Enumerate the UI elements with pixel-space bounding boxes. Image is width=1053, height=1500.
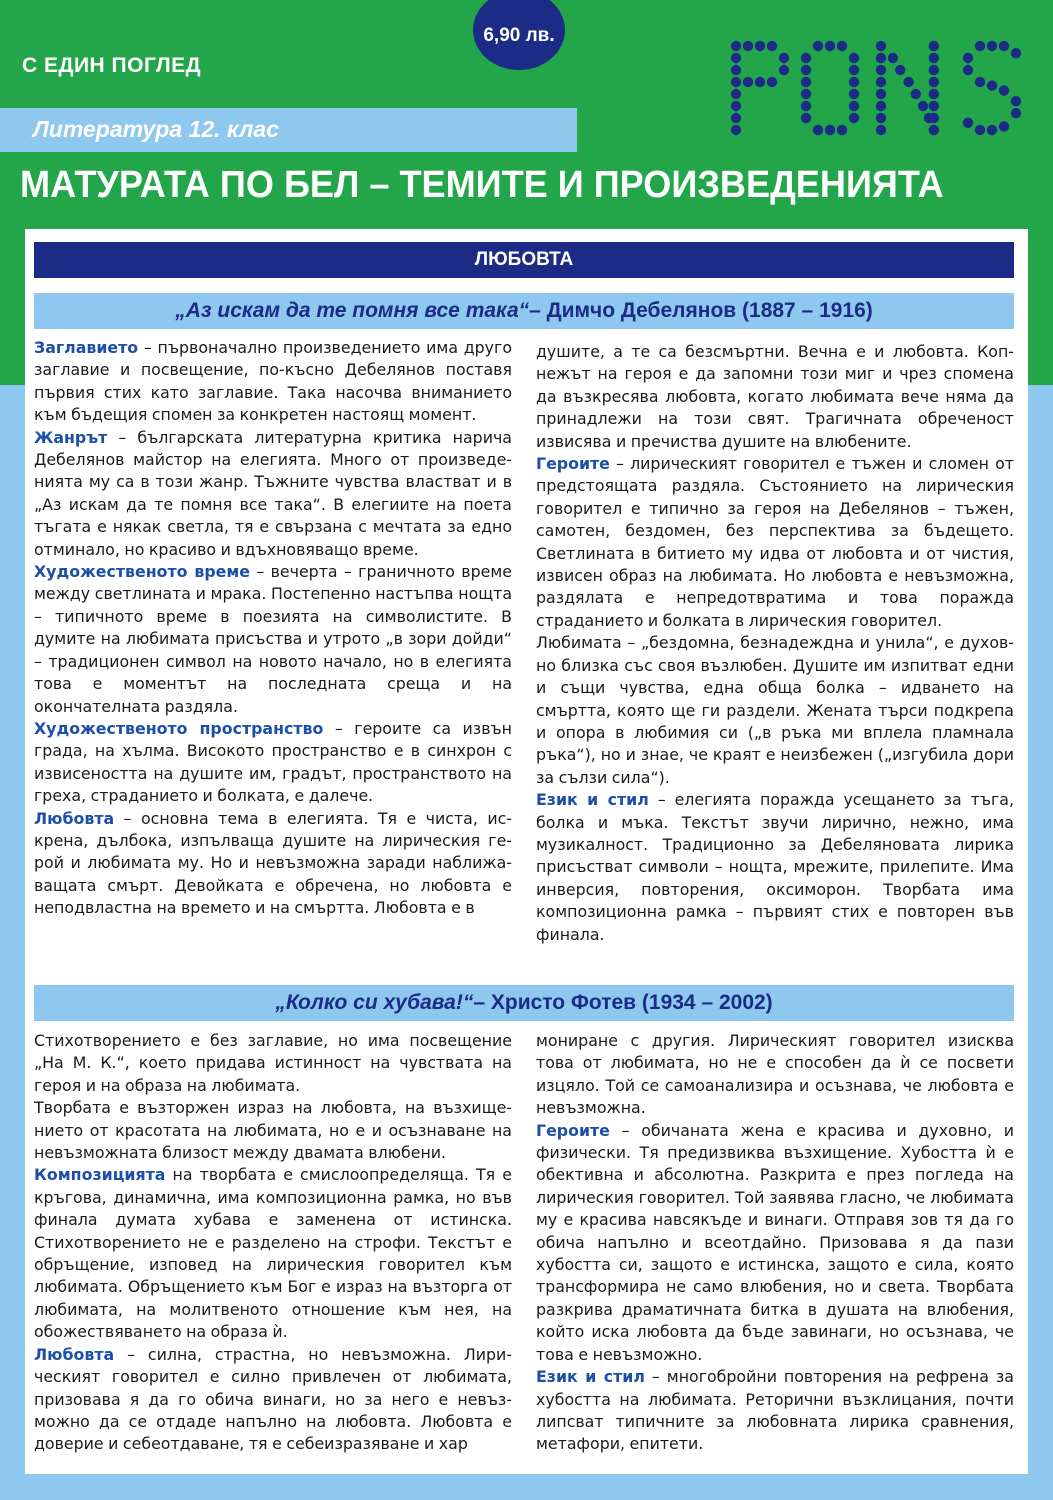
paragraph-text: – основна тема в елегията. Тя е чиста, искрена, дълбока, изпълваща душите на лирическия герой и любимата му. Но и невъзможна заради наближаващата смърт. Девойката е обречена, но любовта е неподвластна на времето и на смъртта. Любовта е в: [34, 808, 512, 918]
logo-dot: [731, 41, 741, 51]
logo-dot: [801, 89, 811, 99]
work1-heading: [34, 293, 1014, 329]
logo-dot: [876, 53, 886, 63]
work2-title: „Колко си хубава!“: [275, 991, 474, 1014]
logo-dot: [876, 113, 886, 123]
paragraph: [34, 718, 512, 808]
logo-dot: [987, 125, 997, 135]
logo-dot: [929, 101, 939, 111]
logo-dot: [731, 113, 741, 123]
logo-dot: [929, 41, 939, 51]
work2-left-column: [34, 1030, 512, 1456]
series-label: С ЕДИН ПОГЛЕД: [22, 54, 202, 77]
work2-author: – Христо Фотев (1934 – 2002): [473, 991, 773, 1014]
logo-dot: [888, 53, 898, 63]
logo-dot: [876, 101, 886, 111]
logo-dot: [929, 125, 939, 135]
logo-dot: [903, 77, 913, 87]
logo-dot: [876, 41, 886, 51]
logo-dot: [743, 41, 753, 51]
paragraph-text: – героите са извън града, на хълма. Високото пространство е в синхрон с извисеността на душите им, градът, пространството на греха, страданието и болката, е далече.: [34, 718, 512, 806]
paragraph: [34, 1164, 512, 1343]
logo-dot: [1011, 96, 1021, 106]
paragraph: [34, 1344, 512, 1456]
logo-dot: [987, 41, 997, 51]
paragraph: [34, 561, 512, 718]
logo-dot: [876, 65, 886, 75]
logo-dot: [801, 113, 811, 123]
logo-dot: [767, 41, 777, 51]
paragraph-keyword: Композицията: [34, 1165, 166, 1185]
page-title: МАТУРАТА ПО БЕЛ – ТЕМИТЕ И ПРОИЗВЕДЕНИЯТА: [20, 164, 944, 206]
logo-dot: [813, 125, 823, 135]
logo-dot: [849, 101, 859, 111]
paragraph-keyword: Художественото време: [34, 562, 250, 582]
paragraph-keyword: Героите: [536, 454, 610, 474]
paragraph-keyword: Любовта: [34, 808, 115, 828]
logo-dot: [731, 89, 741, 99]
paragraph: [536, 1120, 1014, 1366]
logo-dot: [801, 65, 811, 75]
logo-dot: [801, 77, 811, 87]
logo-dot: [876, 125, 886, 135]
logo-dot: [929, 53, 939, 63]
logo-dot: [837, 41, 847, 51]
logo-dot: [767, 77, 777, 87]
paragraph-keyword: Заглавието: [34, 338, 139, 357]
paragraph-keyword: Художественото пространство: [34, 718, 324, 738]
logo-dot: [929, 113, 939, 123]
logo-dot: [895, 65, 905, 75]
work1-author: – Димчо Дебелянов (1887 – 1916): [529, 299, 873, 322]
paragraph-text: – обичаната жена е красива и духовно, и физически. Тя предизвиква възхищение. Хубостта ѝ е обективна и абсолютна. Разкрита е през погледа на лирическия говорител. Той заявява гласно, че любимата му е красива навсякъде и винаги. Отправя зов тя да го обича напълно и всеотдайно. Призовава я да пази хубостта си, защото е истинска, защото е сила, която трансформира не само влюбения, но и света. Творбата разкрива драматичната битка в душата на влюбения, който иска любовта да бъде завинаги, но осъзнава, че това е невъзможно.: [536, 1120, 1014, 1364]
paragraph: [536, 789, 1014, 946]
logo-dot: [929, 89, 939, 99]
logo-dot: [963, 118, 973, 128]
work1-left-column: [34, 337, 512, 920]
paragraph-text: – многобройни повторения на рефрена за хубостта на любимата. Реторични възклицания, почти липсват типичните за любовната лирика сравнения, метафори, епитети.: [536, 1367, 1014, 1454]
logo-dot: [849, 77, 859, 87]
logo-dot: [743, 77, 753, 87]
paragraph-text: Творбата е възторжен израз на любовта, на възхищението от красотата на любимата, но е и осъзнаване на невъзможната близост между двамата влюбени.: [34, 1098, 512, 1163]
work1-right-column: [536, 341, 1014, 946]
paragraph-text: Любимата – „бездомна, безнадеждна и унила“, е духовно близка със своя възлюбен. Душите им изпитват едни и същи чувства, една обща болка – идването на смъртта, която ще ги раздели. Жената търси подкрепа и опора в любимия си („в ръка ми вплела пламнала ръка“), но и знае, че краят е неизбежен („изгубила дори за сълзи сила“).: [536, 633, 1014, 787]
paragraph: [34, 808, 512, 920]
paragraph: [536, 341, 1014, 453]
work2-right-column: [536, 1030, 1014, 1456]
logo-dot: [929, 77, 939, 87]
logo-dot: [963, 53, 973, 63]
paragraph: [34, 337, 512, 427]
paragraph-keyword: Език и стил: [536, 790, 649, 810]
paragraph-text: на творбата е смислоопределяща. Тя е кръгова, динамична, има композиционна рамка, но във финала думата хубава е заменена от истинска. Стихотворението не е разделено на строфи. Текстът е обръщение, изповед на лирическия говорител към любимата. Обръщението към Бог е израз на възторга от любимата, на молитвеното отношение към нея, на обожествяването на образа ѝ.: [34, 1165, 512, 1342]
logo-dot: [975, 77, 985, 87]
logo-dot: [801, 53, 811, 63]
logo-dot: [975, 125, 985, 135]
paragraph-text: – първоначално произведението има друго заглавие и посвещение, по-късно Дебелянов поставя първия стих като заглавие. Така насочва вниманието към бъдещия спомен за конкретен настоящ момент.: [34, 338, 512, 425]
subject-label: Литература 12. клас: [33, 116, 280, 142]
paragraph-keyword: Героите: [536, 1120, 610, 1140]
paragraph: [536, 1030, 1014, 1120]
theme-heading: ЛЮБОВТА: [34, 242, 1014, 278]
logo-dot: [963, 65, 973, 75]
logo-dot: [911, 89, 921, 99]
logo-dot: [918, 101, 928, 111]
logo-dot: [876, 77, 886, 87]
logo-dot: [1011, 108, 1021, 118]
logo-dot: [876, 89, 886, 99]
logo-dot: [825, 125, 835, 135]
logo-dot: [837, 125, 847, 135]
logo-dot: [1011, 48, 1021, 58]
logo-dot: [731, 65, 741, 75]
paragraph: [34, 1097, 512, 1164]
paragraph: [536, 453, 1014, 632]
logo-dot: [731, 53, 741, 63]
paragraph-text: – лирическият говорител е тъжен и сломен от предстоящата раздяла. Състоянието на лирическия говорител е типично за героя на Дебелянов – тъжен, самотен, бездомен, без перспектива за бъдещето. Светлината в битието му идва от любовта и от чистия, извисен образ на любимата. Но любовта е невъзможна, раздялата е непредотвратима и това поражда страданието и болката в лирическия говорител.: [536, 454, 1014, 630]
paragraph: [536, 632, 1014, 789]
logo-dot: [929, 65, 939, 75]
work1-title: „Аз искам да те помня все така“: [175, 299, 530, 322]
logo-dot: [825, 41, 835, 51]
paragraph-text: душите, а те са безсмъртни. Вечна е и любовта. Копнежът на героя е да запомни този миг и чрез спомена да възкресява любовта, когато любимата вече няма да принадлежи на този свят. Трагичната обреченост извисява и пречиства душите на влюбените.: [536, 342, 1014, 451]
logo-dot: [849, 113, 859, 123]
paragraph-text: – българската литературна критика нарича Дебелянов майстор на елегията. Много от произведенията му са в този жанр. Тъжните чувства властват и в „Аз искам да те помня все така“. В елегиите на поета тъгата е някак светла, тя е свързана с мечтата за едно отминало, но красиво и вдъхновяващо време.: [34, 427, 512, 559]
logo-dot: [731, 125, 741, 135]
paragraph-keyword: Жанрът: [34, 427, 108, 447]
paragraph: [34, 427, 512, 561]
logo-dot: [987, 80, 997, 90]
logo-dot: [849, 89, 859, 99]
logo-dot: [813, 41, 823, 51]
logo-dot: [755, 41, 765, 51]
logo-dot: [975, 41, 985, 51]
logo-dot: [849, 65, 859, 75]
logo-dot: [731, 101, 741, 111]
logo-dot: [801, 101, 811, 111]
paragraph-text: – силна, страстна, но невъзможна. Лирическият говорител е силно привлечен от любимата, призовава я да го обича винаги, но за него е невъзможно да се отдаде напълно на любовта. Любовта е доверие и себеотдаване, тя е себеизразяване и хар: [34, 1344, 512, 1454]
pons-logo: [728, 38, 1028, 138]
work2-heading: [34, 985, 1014, 1021]
paragraph-keyword: Език и стил: [536, 1367, 645, 1387]
logo-dot: [755, 77, 765, 87]
paragraph-text: – вечерта – граничното време между светлината и мрака. Постепенно настъпва нощта – типичното време в поезията на символистите. В думите на любимата присъства и утрото „в зори дойди“ – традиционен символ на новото начало, но в елегията това е моментът на последната среща и на окончателната раздяла.: [34, 562, 512, 716]
paragraph-keyword: Любовта: [34, 1344, 115, 1364]
paragraph-text: Стихотворението е без заглавие, но има посвещение „На М. К.“, което придава истинност на чувствата на героя и на образа на любимата.: [34, 1031, 512, 1095]
paragraph: [34, 1030, 512, 1097]
paragraph-text: мониране с другия. Лирическият говорител изисква това от любимата, но не е способен да ѝ се посвети изцяло. Той се самоанализира и осъзнава, че любовта е невъзможна.: [536, 1031, 1014, 1118]
paragraph: [536, 1366, 1014, 1456]
logo-dot: [779, 53, 789, 63]
logo-dot: [849, 53, 859, 63]
logo-dot: [779, 65, 789, 75]
logo-dot: [999, 85, 1009, 95]
logo-dot: [999, 41, 1009, 51]
price-badge: 6,90 лв.: [473, 0, 565, 70]
paragraph-text: – елегията поражда усещането за тъга, болка и мъка. Текстът звучи лирично, нежно, има музикалност. Традиционно за Дебеляновата лирика присъстват символи – нощта, мрежите, прилепите. Има инверсия, повторения, оксиморон. Творбата има композиционна рамка – първият стих е повторен във финала.: [536, 790, 1014, 944]
logo-dot: [999, 121, 1009, 131]
logo-dot: [731, 77, 741, 87]
